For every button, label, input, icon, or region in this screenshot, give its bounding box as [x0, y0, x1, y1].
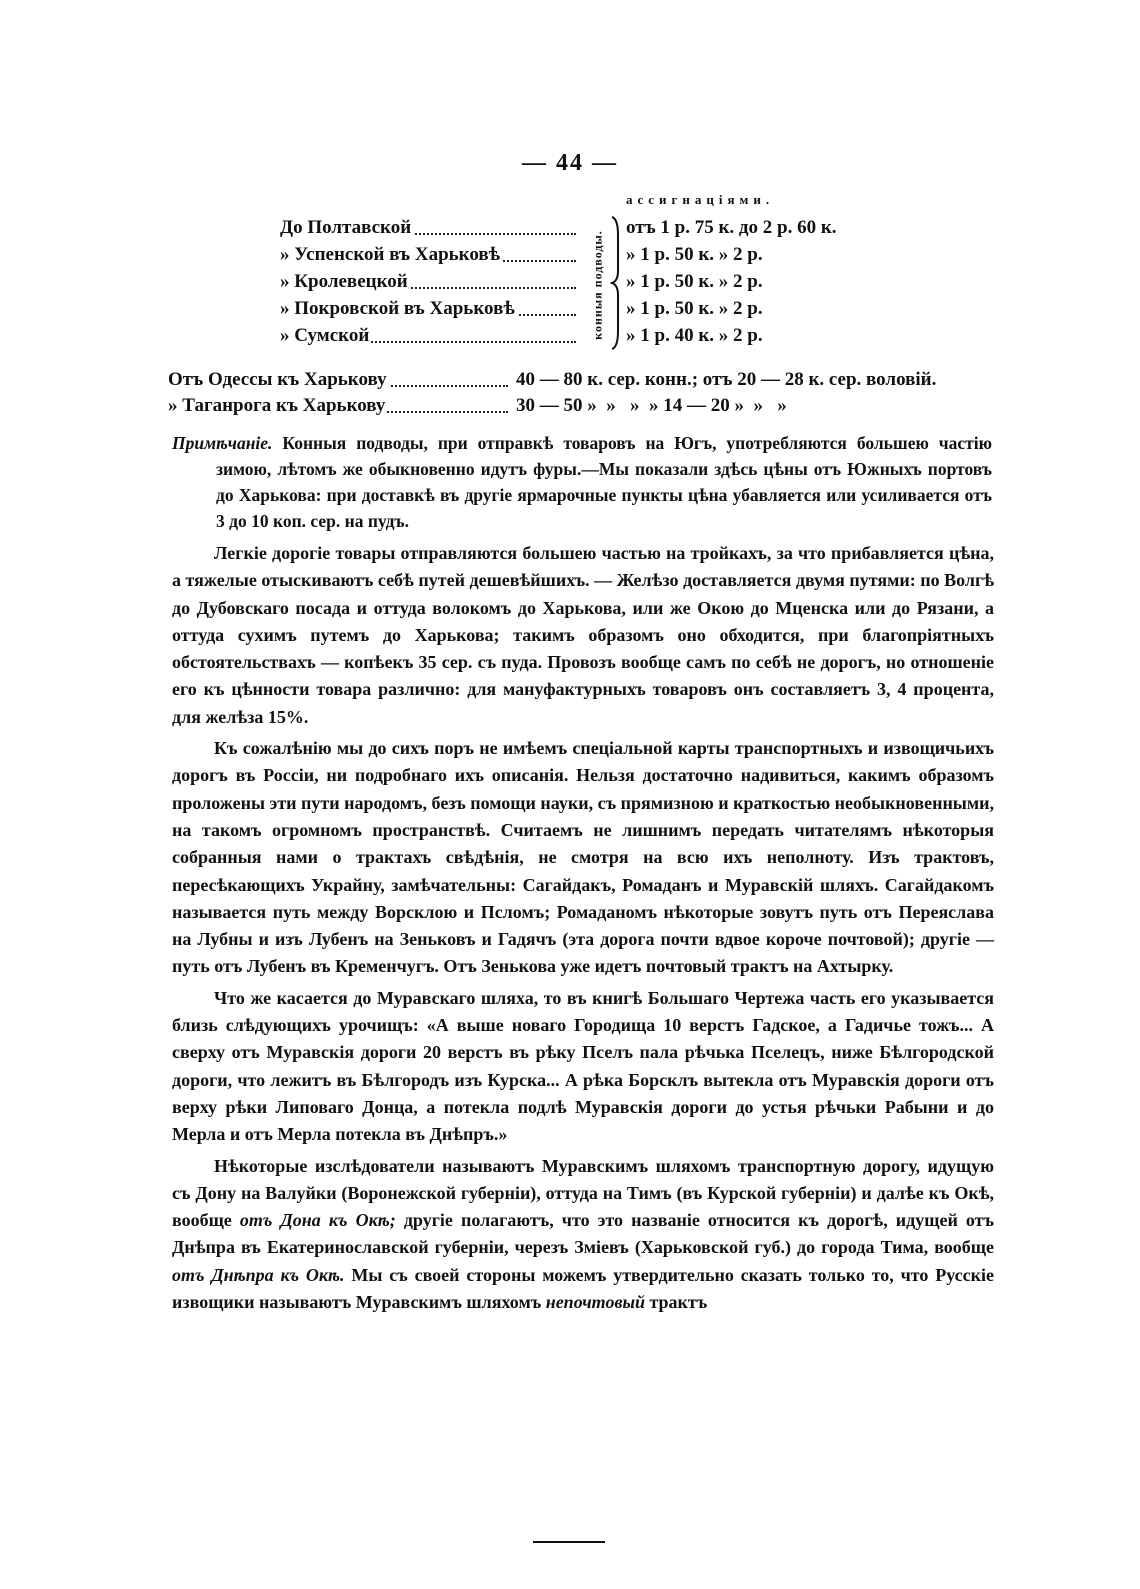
table-row-destination: » Успенской въ Харьковѣ [280, 242, 576, 268]
table-row [0, 215, 1140, 241]
table-row-destination: » Покровской въ Харьковѣ [280, 296, 576, 322]
table-row-destination: До Полтавской [280, 215, 576, 241]
main-text [172, 540, 994, 1320]
table-row-destination: » Сумской [280, 323, 576, 349]
footer-rule [533, 1541, 605, 1543]
currency-unit-header: ассигнаціями. [626, 192, 775, 207]
route-value: 40 — 80 к. сер. конн.; отъ 20 — 28 к. сер. воловій. [516, 369, 937, 390]
paragraph: Легкіе дорогіе товары отправляются большею частью на тройкахъ, за что прибавляется цѣна, а тяжелые отыскиваютъ себѣ путей дешевѣйшихъ. — Желѣзо доставляется двумя путями: по Волгѣ до Дубовскаго посада и оттуда волокомъ до Харькова, или же Окою до Мценска или до Рязани, а оттуда сухимъ путемъ до Харькова; такимъ образомъ оно обходится, при благопріятныхъ обстоятельствахъ — копѣекъ 35 сер. съ пуда. Провозъ вообще самъ по себѣ не дорогъ, но отношеніе его къ цѣнности товара различно: для мануфактурныхъ товаровъ онъ составляетъ 3, 4 процента, для желѣза 15%. [172, 543, 994, 727]
route-value: 30 — 50 » » » » 14 — 20 » » » [516, 395, 787, 416]
paragraph: Что же касается до Муравскаго шляха, то въ книгѣ Большаго Чертежа часть его указывается близь слѣдующихъ урочищъ: «А выше новаго Городища 10 верстъ Гадское, а Гадичье тожъ... А сверху отъ Муравскія дороги 20 верстъ въ рѣку Пселъ пала рѣчька Пселецъ, ниже Бѣлгородской дороги, что лежитъ въ Бѣлгородъ изъ Курска... А рѣка Борсклъ вытекла отъ Муравскія дороги отъ верху рѣки Липоваго Донца, а потекла подлѣ Муравскія дороги до устья рѣчьки Рабыни и до Мерла и отъ Мерла потекла въ Днѣпръ.» [172, 987, 994, 1145]
table-row-price: отъ 1 р. 75 к. до 2 р. 60 к. [626, 217, 837, 238]
table-row-price: » 1 р. 50 к. » 2 р. [626, 298, 763, 319]
paragraph: Къ сожалѣнію мы до сихъ поръ не имѣемъ спеціальной карты транспортныхъ и извощичьихъ дорогъ въ Россіи, ни подробнаго ихъ описанія. Нельзя достаточно надивиться, какимъ образомъ проложены эти пути народомъ, безъ помощи науки, съ прямизною и краткостью необыкновенными, на такомъ огромномъ пространствѣ. Считаемъ не лишнимъ передать читателямъ нѣкоторыя собранныя нами о трактахъ свѣдѣнія, не смотря на всю ихъ неполноту. Изъ трактовъ, пересѣкающихъ Украйну, замѣчательны: Сагайдакъ, Ромаданъ и Муравскій шляхъ. Сагайдакомъ называется путь между Ворсклою и Псломъ; Ромаданомъ нѣкоторые зовутъ путь отъ Переяслава на Лубны и изъ Лубенъ на Зеньковъ и Гадячъ (эта дорога почти вдвое короче почтовой); другіе — путь отъ Лубенъ въ Кременчугъ. Отъ Зенькова уже идетъ почтовый трактъ на Ахтырку. [172, 738, 994, 977]
page-number: — 44 — [522, 150, 618, 176]
paragraph: Нѣкоторые изслѣдователи называютъ Муравскимъ шляхомъ транспортную дорогу, идущую съ Дону на Валуйки (Воронежской губерніи), оттуда на Тимъ (въ Курской губерніи) и далѣе къ Окѣ, вообще отъ Дона къ Окѣ; другіе полагаютъ, что это названіе относится къ дорогѣ, идущей отъ Днѣпра въ Екатеринославской губерніи, черезъ Зміевъ (Харьковской губ.) до города Тима, вообще отъ Днѣпра къ Окѣ. Мы съ своей стороны можемъ утвердительно сказать только то, что Русскіе извощики называютъ Муравскимъ шляхомъ непочтовый трактъ [172, 1155, 995, 1313]
route-row [168, 367, 998, 393]
footnote [172, 430, 992, 534]
table-row [0, 323, 1140, 349]
table-row [0, 242, 1140, 268]
table-row-price: » 1 р. 50 к. » 2 р. [626, 244, 763, 265]
route-from: » Таганрога къ Харькову [168, 393, 508, 419]
group-label-text: конныя подводы. [590, 230, 605, 340]
table-row-destination: » Кролевецкой [280, 269, 576, 295]
footnote-text: Конныя подводы, при отправкѣ товаровъ на Югъ, употребляются большею частію зимою, лѣтомъ же обыкновенно идутъ фуры.—Мы показали здѣсь цѣны отъ Южныхъ портовъ до Харькова: при доставкѣ въ другіе ярмарочные пункты цѣна убавляется или усиливается отъ 3 до 10 коп. сер. на пудъ. [216, 433, 993, 531]
route-row [168, 393, 998, 419]
table-row [0, 269, 1140, 295]
route-from: Отъ Одессы къ Харькову [168, 367, 508, 393]
table-row-price: » 1 р. 50 к. » 2 р. [626, 271, 763, 292]
table-row-price: » 1 р. 40 к. » 2 р. [626, 325, 763, 346]
footnote-label: Примѣчаніе. [172, 433, 273, 453]
table-row [0, 296, 1140, 322]
